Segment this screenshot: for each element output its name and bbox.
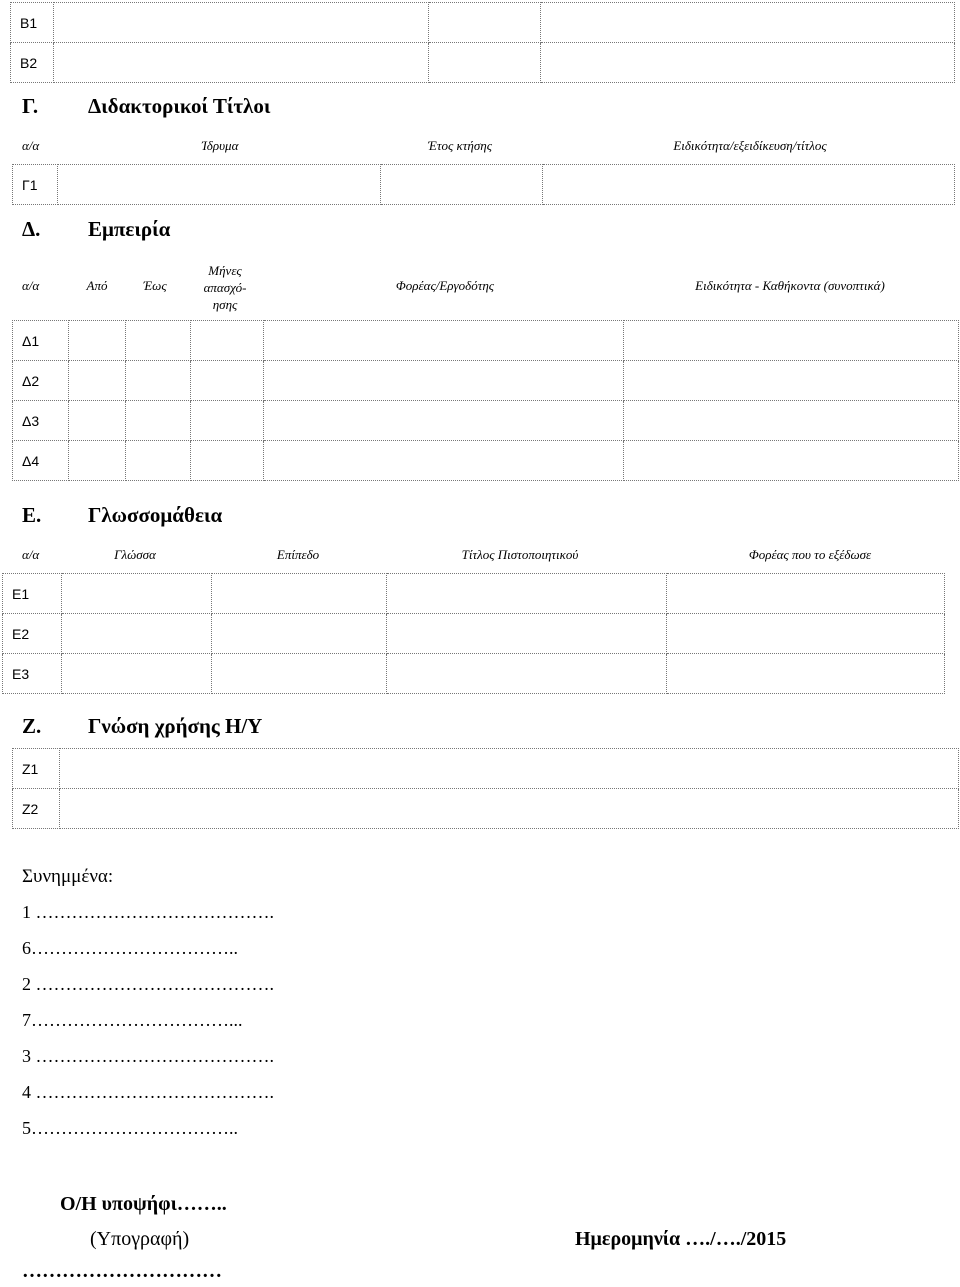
- attachments-title: Συνημμένα:: [22, 866, 114, 887]
- section-e-heading: [22, 503, 222, 528]
- input-cell[interactable]: [667, 654, 945, 694]
- input-cell[interactable]: [429, 3, 541, 43]
- attachment-item[interactable]: 1 ………………………………….: [22, 902, 274, 922]
- input-cell[interactable]: [54, 43, 429, 83]
- input-cell[interactable]: [126, 441, 191, 481]
- input-cell[interactable]: [126, 361, 191, 401]
- attachment-item[interactable]: 2 ………………………………….: [22, 974, 274, 994]
- section-letter: Γ.: [22, 94, 39, 118]
- row-label: Β2: [11, 43, 54, 83]
- table-row: [13, 789, 959, 829]
- column-header: α/α: [22, 138, 40, 153]
- section-letter: Ε.: [22, 503, 42, 527]
- input-cell[interactable]: [58, 165, 381, 205]
- row-label: Β1: [11, 3, 54, 43]
- input-cell[interactable]: [126, 321, 191, 361]
- table-row: [3, 574, 945, 614]
- input-cell[interactable]: [264, 401, 624, 441]
- column-header: Έτος κτήσης: [428, 138, 492, 153]
- section-title: Γνώση χρήσης Η/Υ: [88, 714, 263, 738]
- input-cell[interactable]: [54, 3, 429, 43]
- signature-line[interactable]: …………………………: [22, 1260, 222, 1282]
- input-cell[interactable]: [387, 654, 667, 694]
- input-cell[interactable]: [69, 401, 126, 441]
- input-cell[interactable]: [624, 401, 959, 441]
- attachment-item[interactable]: 7……………………………...: [22, 1010, 243, 1030]
- input-cell[interactable]: [212, 574, 387, 614]
- row-label: Δ2: [13, 361, 69, 401]
- column-header: Τίτλος Πιστοποιητικού: [461, 547, 579, 562]
- row-label: Γ1: [13, 165, 58, 205]
- candidate-label: Ο/Η υποψήφι……..: [60, 1193, 227, 1215]
- attachment-item[interactable]: 4 ………………………………….: [22, 1082, 274, 1102]
- input-cell[interactable]: [624, 361, 959, 401]
- section-d-table: [12, 320, 959, 481]
- table-row: [11, 43, 955, 83]
- input-cell[interactable]: [541, 43, 955, 83]
- section-title: Διδακτορικοί Τίτλοι: [88, 94, 271, 118]
- input-cell[interactable]: [387, 574, 667, 614]
- input-cell[interactable]: [212, 654, 387, 694]
- input-cell[interactable]: [191, 441, 264, 481]
- input-cell[interactable]: [624, 321, 959, 361]
- table-row: [13, 321, 959, 361]
- section-c-heading: [22, 94, 270, 119]
- input-cell[interactable]: [126, 401, 191, 441]
- column-header: α/α: [22, 547, 40, 562]
- input-cell[interactable]: [264, 441, 624, 481]
- table-row: [13, 401, 959, 441]
- column-header: Ίδρυμα: [201, 138, 239, 153]
- input-cell[interactable]: [191, 321, 264, 361]
- section-d-heading: [22, 217, 170, 242]
- date-field[interactable]: Ημερομηνία …./…./2015: [575, 1228, 787, 1250]
- column-header: Ειδικότητα/εξειδίκευση/τίτλος: [673, 138, 827, 153]
- section-c-table: [12, 164, 955, 205]
- table-row: [13, 749, 959, 789]
- input-cell[interactable]: [62, 654, 212, 694]
- input-cell[interactable]: [69, 441, 126, 481]
- input-cell[interactable]: [191, 361, 264, 401]
- row-label: Ε2: [3, 614, 62, 654]
- column-header: Επίπεδο: [276, 547, 320, 562]
- column-header: Φορέας που το εξέδωσε: [748, 547, 872, 562]
- input-cell[interactable]: [60, 789, 959, 829]
- column-header-line: απασχό-: [203, 280, 247, 295]
- section-z-table: [12, 748, 959, 829]
- table-row: [13, 165, 955, 205]
- section-letter: Δ.: [22, 217, 41, 241]
- column-header: Από: [86, 278, 108, 293]
- section-title: Εμπειρία: [88, 217, 171, 241]
- section-letter: Ζ.: [22, 714, 42, 738]
- column-header: α/α: [22, 278, 40, 293]
- input-cell[interactable]: [624, 441, 959, 481]
- input-cell[interactable]: [667, 574, 945, 614]
- input-cell[interactable]: [191, 401, 264, 441]
- row-label: Ε1: [3, 574, 62, 614]
- attachment-item[interactable]: 5……………………………..: [22, 1118, 238, 1138]
- section-title: Γλωσσομάθεια: [88, 503, 223, 527]
- input-cell[interactable]: [429, 43, 541, 83]
- input-cell[interactable]: [69, 361, 126, 401]
- table-row: [3, 614, 945, 654]
- row-label: Ζ1: [13, 749, 60, 789]
- input-cell[interactable]: [667, 614, 945, 654]
- column-header: Έως: [143, 278, 167, 293]
- signature-label: (Υπογραφή): [90, 1228, 190, 1250]
- column-header-line: Μήνες: [208, 263, 242, 278]
- months-header: [190, 262, 260, 313]
- row-label: Ζ2: [13, 789, 60, 829]
- input-cell[interactable]: [212, 614, 387, 654]
- row-label: Δ4: [13, 441, 69, 481]
- input-cell[interactable]: [543, 165, 955, 205]
- input-cell[interactable]: [264, 361, 624, 401]
- attachment-item[interactable]: 6……………………………..: [22, 938, 238, 958]
- column-header: Φορέας/Εργοδότης: [395, 278, 495, 293]
- input-cell[interactable]: [62, 574, 212, 614]
- input-cell[interactable]: [381, 165, 543, 205]
- row-label: Ε3: [3, 654, 62, 694]
- row-label: Δ1: [13, 321, 69, 361]
- table-row: [11, 3, 955, 43]
- section-b-table: [10, 2, 955, 83]
- column-header: Ειδικότητα - Καθήκοντα (συνοπτικά): [695, 278, 885, 293]
- table-row: [13, 361, 959, 401]
- input-cell[interactable]: [69, 321, 126, 361]
- attachment-item[interactable]: 3 ………………………………….: [22, 1046, 274, 1066]
- input-cell[interactable]: [264, 321, 624, 361]
- table-row: [3, 654, 945, 694]
- row-label: Δ3: [13, 401, 69, 441]
- section-z-heading: [22, 714, 262, 739]
- input-cell[interactable]: [62, 614, 212, 654]
- column-header-line: ησης: [212, 297, 238, 312]
- column-header: Γλώσσα: [114, 547, 156, 562]
- section-e-table: [2, 573, 945, 694]
- input-cell[interactable]: [541, 3, 955, 43]
- table-row: [13, 441, 959, 481]
- input-cell[interactable]: [387, 614, 667, 654]
- input-cell[interactable]: [60, 749, 959, 789]
